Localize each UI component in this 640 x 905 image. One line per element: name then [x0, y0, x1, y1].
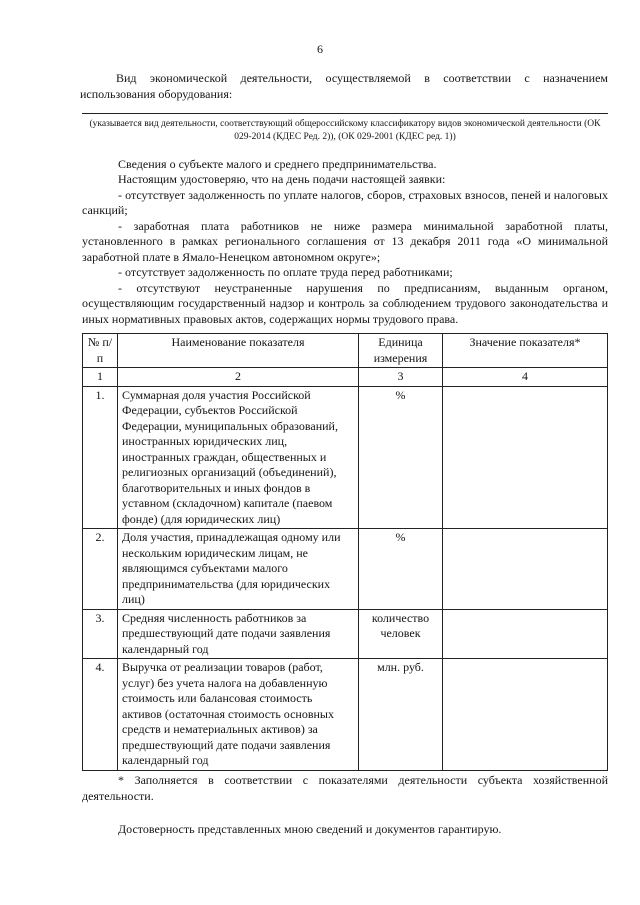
header-unit: Единица измерения [359, 334, 443, 368]
row-indicator-name: Суммарная доля участия Российской Федерации, субъектов Российской Федерации, муниципальных образований, иностранных юридических лиц, иностранных граждан, общественных и религиозных организаций (объединений), благотворительных и иных фондов в уставном (складочном) капитале (паевом фонде) (для юридических лиц) [118, 386, 359, 529]
row-unit: количество человек [359, 609, 443, 659]
certification-block [82, 172, 608, 327]
table-header-row [83, 334, 608, 368]
row-value-cell[interactable] [443, 529, 608, 610]
row-unit: млн. руб. [359, 659, 443, 771]
row-number: 3. [83, 609, 118, 659]
activity-type-fill-line [82, 113, 608, 114]
certification-item: - отсутствует задолженность по оплате труда перед работниками; [118, 265, 453, 279]
certification-item: - заработная плата работников не ниже размера минимальной заработной платы, установленного в рамках регионального соглашения от 13 декабря 2011 года «О минимальной заработной плате в Ямало-Ненецком автономном округе»; [82, 218, 608, 264]
column-index: 3 [359, 368, 443, 387]
sme-heading: Сведения о субъекте малого и среднего предпринимательства. [118, 157, 437, 171]
certification-item: - отсутствуют неустраненные нарушения по предписаниям, выданным органом, осуществляющим государственный надзор и контроль за соблюдением трудового законодательства и иных нормативных правовых актов, содержащих нормы трудового права. [82, 280, 608, 326]
header-number: № п/п [83, 334, 118, 368]
activity-type-text: Вид экономической деятельности, осуществляемой в соответствии с назначением использования оборудования: [80, 71, 608, 101]
row-value-cell[interactable] [443, 659, 608, 771]
guarantee-statement: Достоверность представленных мною сведений и документов гарантирую. [118, 822, 502, 836]
row-unit: % [359, 529, 443, 610]
row-unit: % [359, 386, 443, 529]
certification-lead: Настоящим удостоверяю, что на день подачи настоящей заявки: [118, 172, 446, 186]
row-value-cell[interactable] [443, 386, 608, 529]
row-number: 2. [83, 529, 118, 610]
table-row [83, 529, 608, 610]
footnote: * Заполняется в соответствии с показателями деятельности субъекта хозяйственной деятельности. [82, 773, 608, 803]
certification-item: - отсутствует задолженность по уплате налогов, сборов, страховых взносов, пеней и налоговых санкций; [82, 187, 608, 217]
row-number: 4. [83, 659, 118, 771]
indicators-table [82, 333, 608, 771]
row-indicator-name: Средняя численность работников за предшествующий дате подачи заявления календарный год [118, 609, 359, 659]
row-number: 1. [83, 386, 118, 529]
table-row [83, 386, 608, 529]
header-indicator-name: Наименование показателя [118, 334, 359, 368]
table-row [83, 659, 608, 771]
page-number: 6 [317, 42, 323, 56]
table-row [83, 609, 608, 659]
column-index: 2 [118, 368, 359, 387]
row-indicator-name: Доля участия, принадлежащая одному или нескольким юридическим лицам, не являющимся субъектами малого предпринимательства (для юридических лиц) [118, 529, 359, 610]
row-indicator-name: Выручка от реализации товаров (работ, услуг) без учета налога на добавленную стоимость или балансовая стоимость активов (остаточная стоимость основных средств и нематериальных активов) за предшествующий дате подачи заявления календарный год [118, 659, 359, 771]
activity-type-note: (указывается вид деятельности, соответствующий общероссийскому классификатору видов экономической деятельности (ОК 029-2014 (КДЕС Ред. 2)), (ОК 029-2001 (КДЕС ред. 1)) [89, 119, 601, 142]
row-value-cell[interactable] [443, 609, 608, 659]
header-value: Значение показателя* [443, 334, 608, 368]
column-index: 1 [83, 368, 118, 387]
column-index: 4 [443, 368, 608, 387]
column-index-row [83, 368, 608, 387]
